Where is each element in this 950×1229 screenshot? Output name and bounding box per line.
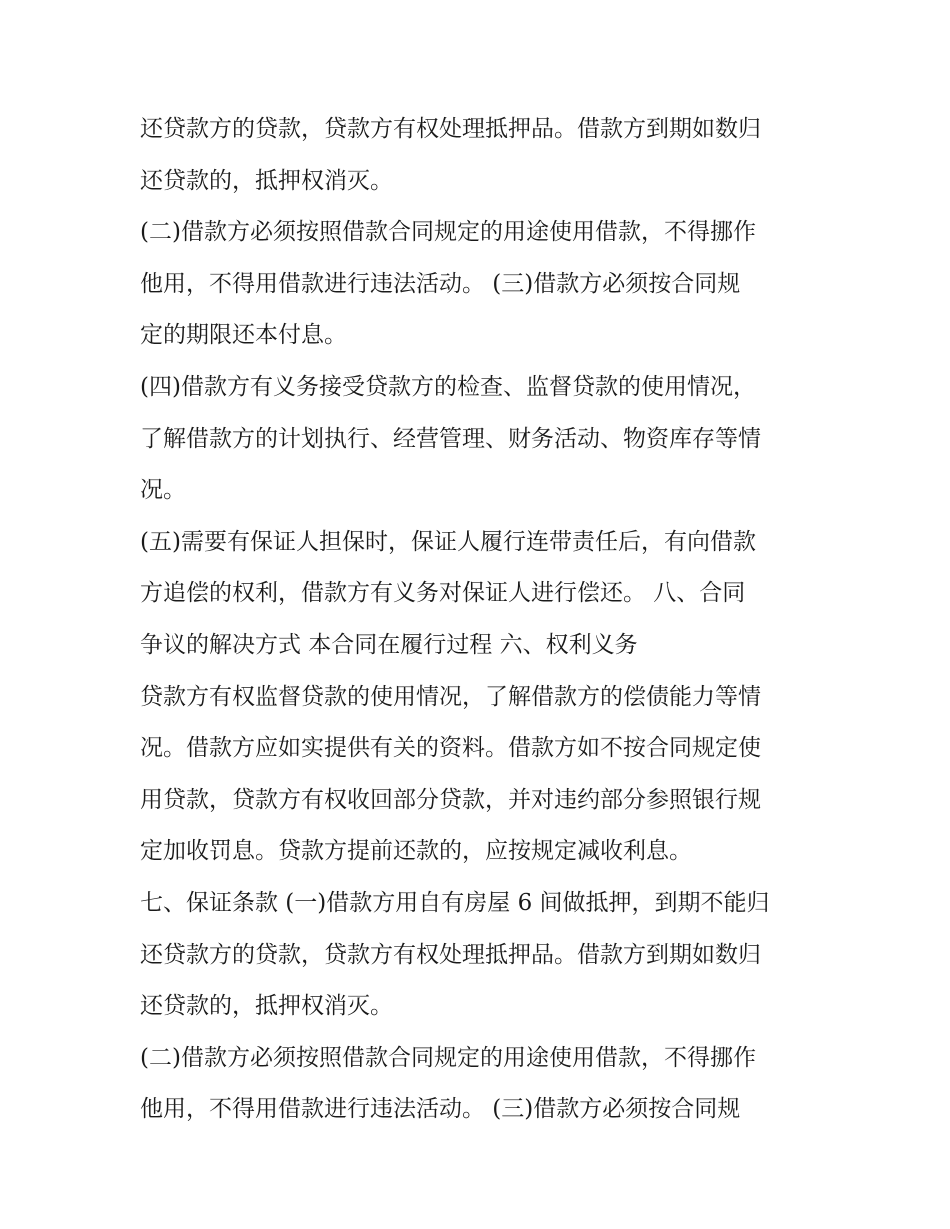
text-line: 了解借款方的计划执行、经营管理、财务活动、物资库存等情 (140, 425, 761, 452)
text-line: (二)借款方必须按照借款合同规定的用途使用借款，不得挪作 (140, 1044, 756, 1071)
text-line: 他用，不得用借款进行违法活动。 (三)借款方必须按合同规 (140, 270, 741, 297)
text-line: 还贷款方的贷款，贷款方有权处理抵押品。借款方到期如数归 (140, 941, 761, 968)
text-line: 定的期限还本付息。 (140, 322, 347, 349)
text-line: 七、保证条款 (一)借款方用自有房屋 6 间做抵押，到期不能归 (140, 889, 770, 916)
text-line: 还贷款方的贷款，贷款方有权处理抵押品。借款方到期如数归 (140, 116, 761, 142)
text-line: 用贷款，贷款方有权收回部分贷款，并对违约部分参照银行规 (140, 786, 761, 813)
text-line: 定加收罚息。贷款方提前还款的，应按规定减收利息。 (140, 838, 692, 865)
text-line: (四)借款方有义务接受贷款方的检查、监督贷款的使用情况， (140, 373, 756, 400)
document-body (140, 104, 830, 1136)
text-line: 贷款方有权监督贷款的使用情况，了解借款方的偿债能力等情 (140, 683, 761, 710)
text-line: (二)借款方必须按照借款合同规定的用途使用借款，不得挪作 (140, 219, 756, 246)
text-line: (五)需要有保证人担保时，保证人履行连带责任后，有向借款 (140, 528, 756, 555)
text-line: 况。借款方应如实提供有关的资料。借款方如不按合同规定使 (140, 735, 761, 762)
text-line: 况。 (140, 477, 186, 504)
text-line: 他用，不得用借款进行违法活动。 (三)借款方必须按合同规 (140, 1096, 741, 1123)
text-line: 还贷款的，抵押权消灭。 (140, 167, 393, 194)
text-line: 争议的解决方式 本合同在履行过程 六、权利义务 (140, 631, 638, 658)
text-line: 还贷款的，抵押权消灭。 (140, 993, 393, 1020)
text-line: 方追偿的权利，借款方有义务对保证人进行偿还。 八、合同 (140, 580, 746, 607)
